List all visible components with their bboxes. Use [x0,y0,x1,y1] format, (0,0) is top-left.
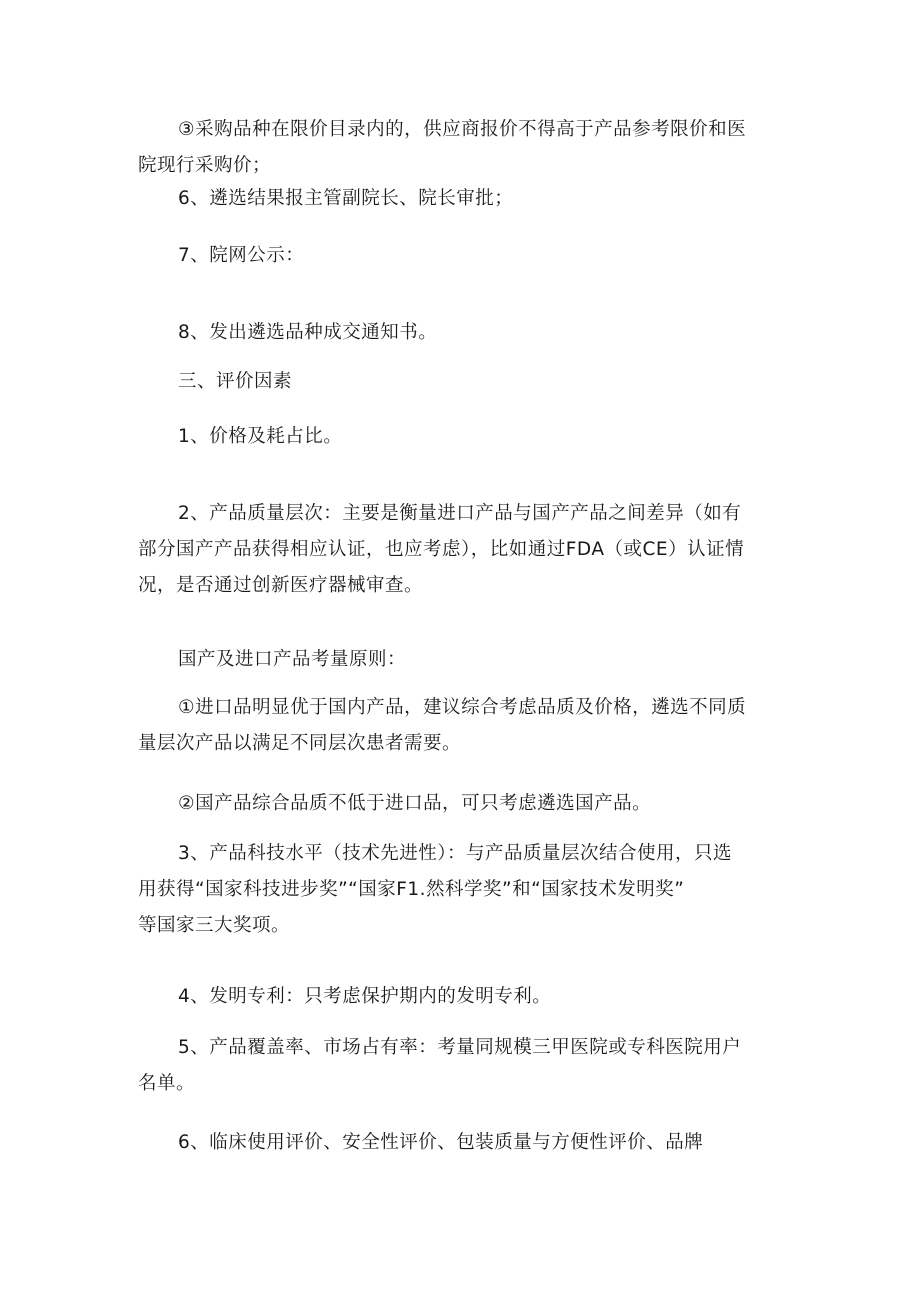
text-line: ③采购品种在限价目录内的，供应商报价不得高于产品参考限价和医 [178,119,747,140]
text-line: 等国家三大奖项。 [138,915,291,936]
paragraph-factor-3 [138,836,788,944]
paragraph-factor-2 [138,496,788,604]
paragraph-principle-2 [138,786,788,822]
paragraph-principles-heading [138,642,788,678]
text-line: 6、遴选结果报主管副院长、院长审批； [178,188,514,209]
text-line: 2、产品质量层次：主要是衡量进口产品与国产产品之间差异（如有 [178,503,742,524]
text-line: 名单。 [138,1073,196,1094]
paragraph-step-8 [138,315,788,351]
paragraph-price-limit [138,112,788,184]
text-line: 用获得“国家科技进步奖”“国家F1.然科学奖”和“国家技术发明奖” [138,879,685,900]
paragraph-step-6 [138,181,788,217]
text-line: 三、评价因素 [178,371,293,392]
text-line: 1、价格及耗占比。 [178,426,343,447]
section-heading-evaluation-factors [138,364,788,400]
text-line: 8、发出遴选品种成交通知书。 [178,322,438,343]
text-line: 院现行采购价； [138,155,272,176]
text-line: 量层次产品以满足不同层次患者需要。 [138,733,462,754]
text-line: 4、发明专利：只考虑保护期内的发明专利。 [178,986,552,1007]
text-line: 7、院网公示： [178,245,305,266]
paragraph-step-7 [138,238,788,274]
text-line: ①进口品明显优于国内产品，建议综合考虑品质及价格，遴选不同质 [178,697,747,718]
text-line: 3、产品科技水平（技术先进性）：与产品质量层次结合使用，只选 [178,843,733,864]
paragraph-factor-1 [138,419,788,455]
text-line: 5、产品覆盖率、市场占有率：考量同规模三甲医院或专科医院用户 [178,1037,742,1058]
paragraph-factor-5 [138,1030,788,1102]
text-line: 6、临床使用评价、安全性评价、包装质量与方便性评价、品牌 [178,1132,704,1153]
text-line: 部分国产产品获得相应认证，也应考虑），比如通过FDA（或CE）认证情 [138,539,745,560]
text-line: 况，是否通过创新医疗器械审查。 [138,575,424,596]
text-line: 国产及进口产品考量原则： [178,649,407,670]
paragraph-factor-6 [138,1125,788,1161]
paragraph-factor-4 [138,979,788,1015]
paragraph-principle-1 [138,690,788,762]
text-line: ②国产品综合品质不低于进口品，可只考虑遴选国产品。 [178,793,652,814]
